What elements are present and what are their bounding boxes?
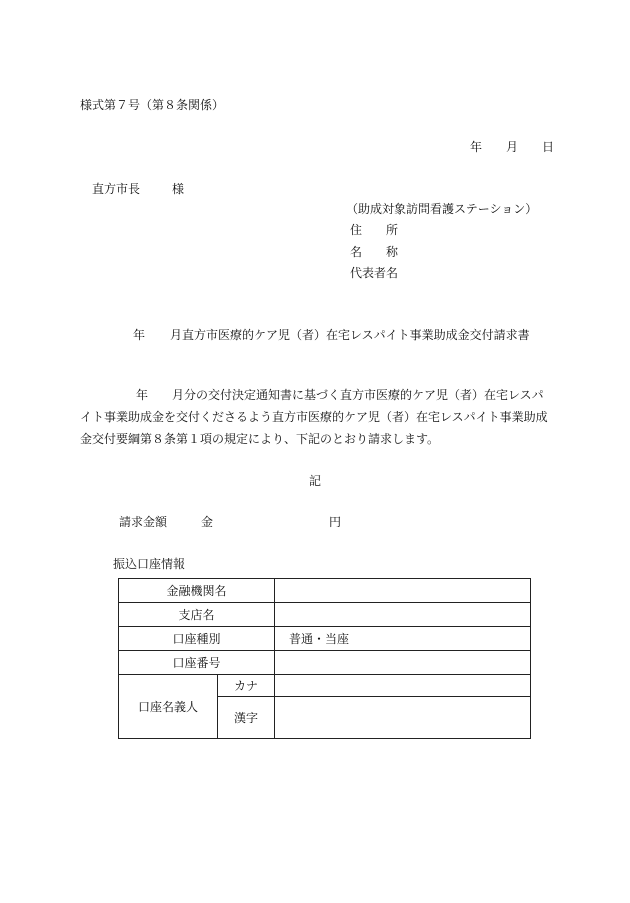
table-row (119, 603, 531, 627)
table-row (119, 627, 531, 651)
kana-value[interactable] (275, 675, 531, 697)
kanji-value[interactable] (275, 697, 531, 739)
bank-info-table (118, 578, 531, 739)
amount-label: 請求金額 (119, 515, 168, 529)
bank-info-heading: 振込口座情報 (113, 557, 186, 571)
account-type-label: 口座種別 (119, 627, 275, 651)
table-row (119, 651, 531, 675)
bank-name-label: 金融機関名 (119, 579, 275, 603)
kanji-label: 漢字 (218, 697, 275, 739)
bank-name-value[interactable] (275, 579, 531, 603)
representative-label: 代表者名 (350, 266, 399, 280)
document-title: 月直方市医療的ケア児（者）在宅レスパイト事業助成金交付請求書 (170, 328, 530, 342)
date-year: 年 (470, 140, 483, 154)
account-type-value: 普通・当座 (275, 627, 531, 651)
kana-label: カナ (218, 675, 275, 697)
date-day: 日 (542, 140, 555, 154)
request-body: 年 月分の交付決定通知書に基づく直方市医療的ケア児（者）在宅レスパイト事業助成金を交付くださるよう直方市医療的ケア児（者）在宅レスパイト事業助成金交付要綱第８条第１項の規定により、下記のとおり請求します。 (80, 388, 548, 446)
form-number: 様式第７号（第８条関係） (80, 98, 225, 112)
branch-value[interactable] (275, 603, 531, 627)
account-number-label: 口座番号 (119, 651, 275, 675)
branch-label: 支店名 (119, 603, 275, 627)
applicant-heading: （助成対象訪問看護ステーション） (346, 202, 538, 216)
table-row (119, 675, 531, 697)
table-row (119, 579, 531, 603)
account-number-value[interactable] (275, 651, 531, 675)
addressee-suffix: 様 (172, 182, 185, 196)
address-label: 住 所 (350, 223, 399, 237)
addressee-name: 直方市長 (92, 182, 141, 196)
amount-kin: 金 (201, 515, 214, 529)
date-month: 月 (506, 140, 519, 154)
title-year: 年 (133, 328, 146, 342)
name-label: 名 称 (350, 245, 399, 259)
amount-yen: 円 (329, 515, 342, 529)
account-holder-label: 口座名義人 (119, 675, 218, 739)
ki-heading: 記 (309, 474, 322, 488)
